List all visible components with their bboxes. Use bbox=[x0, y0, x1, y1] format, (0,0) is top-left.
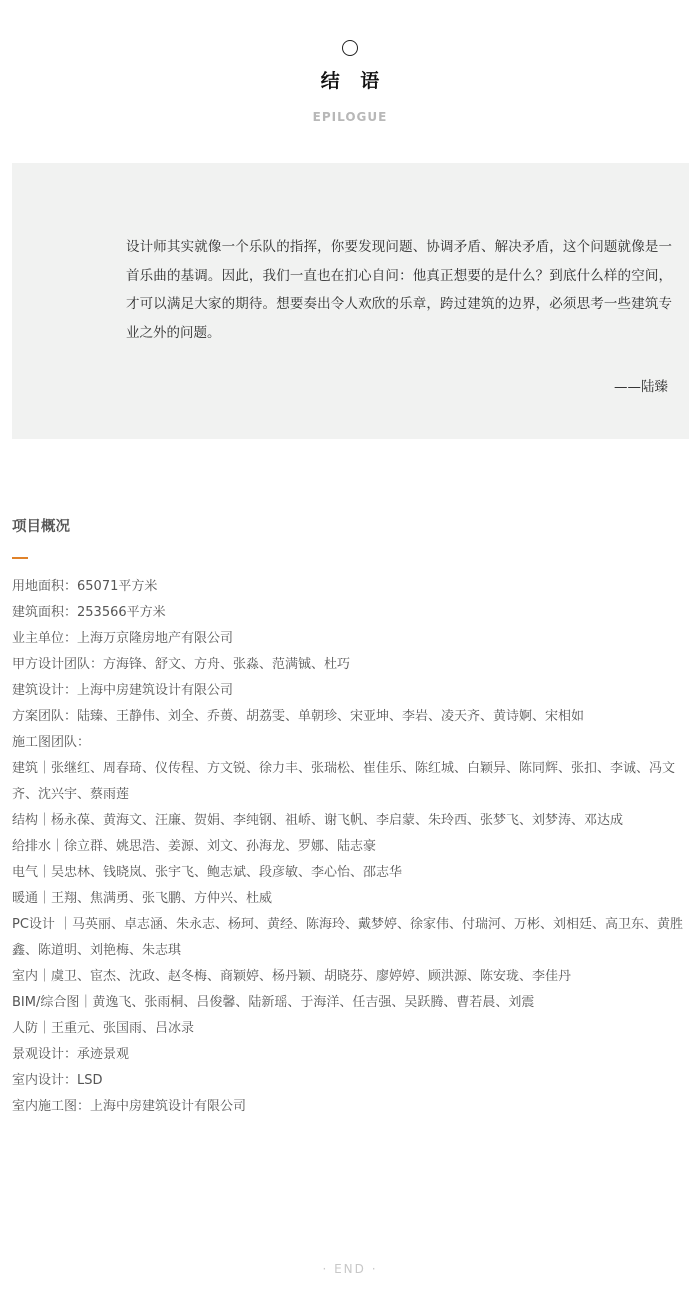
list-item: 景观设计：承迹景观 bbox=[12, 1047, 130, 1062]
circle-icon bbox=[342, 40, 358, 56]
project-info-list bbox=[12, 574, 694, 1120]
list-item: PC设计 ｜马英丽、卓志涵、朱永志、杨珂、黄经、陈海玲、戴梦婷、徐家伟、付瑞河、万彬、刘相廷、高卫东、黄胜鑫、陈道明、刘艳梅、朱志琪 bbox=[12, 917, 684, 958]
end-mark: · END · bbox=[322, 1262, 378, 1276]
list-item: 人防｜王重元、张国雨、吕冰录 bbox=[12, 1021, 195, 1036]
list-item: 建筑设计：上海中房建筑设计有限公司 bbox=[12, 683, 234, 698]
quote-box bbox=[12, 163, 689, 439]
list-item: 暖通｜王翔、焦满勇、张飞鹏、方仲兴、杜威 bbox=[12, 891, 273, 906]
list-item: 建筑面积：253566平方米 bbox=[12, 605, 166, 620]
list-item: 用地面积：65071平方米 bbox=[12, 579, 158, 594]
list-item: 电气｜吴忠林、钱晓岚、张宇飞、鲍志斌、段彦敏、李心怡、邵志华 bbox=[12, 865, 403, 880]
list-item: BIM/综合图｜黄逸飞、张雨桐、吕俊馨、陆新瑶、于海洋、任吉强、吴跃腾、曹若晨、刘震 bbox=[12, 995, 535, 1010]
page-title: 结 语 bbox=[320, 70, 387, 92]
list-item: 室内施工图：上海中房建筑设计有限公司 bbox=[12, 1099, 247, 1114]
list-item: 施工图团队： bbox=[12, 735, 91, 750]
list-item: 给排水｜徐立群、姚思浩、姜源、刘文、孙海龙、罗娜、陆志豪 bbox=[12, 839, 377, 854]
section-title: 项目概况 bbox=[12, 519, 70, 535]
quote-author: ——陆臻 bbox=[614, 379, 668, 395]
list-item: 方案团队：陆臻、王静伟、刘全、乔蒉、胡荔雯、单朝珍、宋亚坤、李岩、凌天齐、黄诗婀、宋相如 bbox=[12, 709, 585, 724]
list-item: 业主单位：上海万京隆房地产有限公司 bbox=[12, 631, 234, 646]
list-item: 建筑｜张继红、周春琦、仪传程、方文锐、徐力丰、张瑞松、崔佳乐、陈红城、白颖异、陈同辉、张扣、李诚、冯文齐、沈兴宇、蔡雨莲 bbox=[12, 761, 676, 802]
page-subtitle: EPILOGUE bbox=[312, 110, 388, 124]
list-item: 结构｜杨永葆、黄海文、汪廉、贺娟、李纯钢、祖峤、谢飞帆、李启蒙、朱玲西、张梦飞、刘梦涛、邓达成 bbox=[12, 813, 624, 828]
list-item: 室内｜虞卫、宦杰、沈政、赵冬梅、商颖婷、杨丹颖、胡晓芬、廖婷婷、顾洪源、陈安珑、李佳丹 bbox=[12, 969, 572, 984]
accent-divider bbox=[12, 557, 28, 559]
list-item: 甲方设计团队：方海锋、舒文、方舟、张淼、范满铖、杜巧 bbox=[12, 657, 351, 672]
quote-text: 设计师其实就像一个乐队的指挥，你要发现问题、协调矛盾、解决矛盾，这个问题就像是一首乐曲的基调。因此，我们一直也在扪心自问：他真正想要的是什么？到底什么样的空间，才可以满足大家的期待。想要奏出令人欢欣的乐章，跨过建筑的边界，必须思考一些建筑专业之外的问题。 bbox=[126, 239, 672, 341]
list-item: 室内设计：LSD bbox=[12, 1073, 103, 1088]
